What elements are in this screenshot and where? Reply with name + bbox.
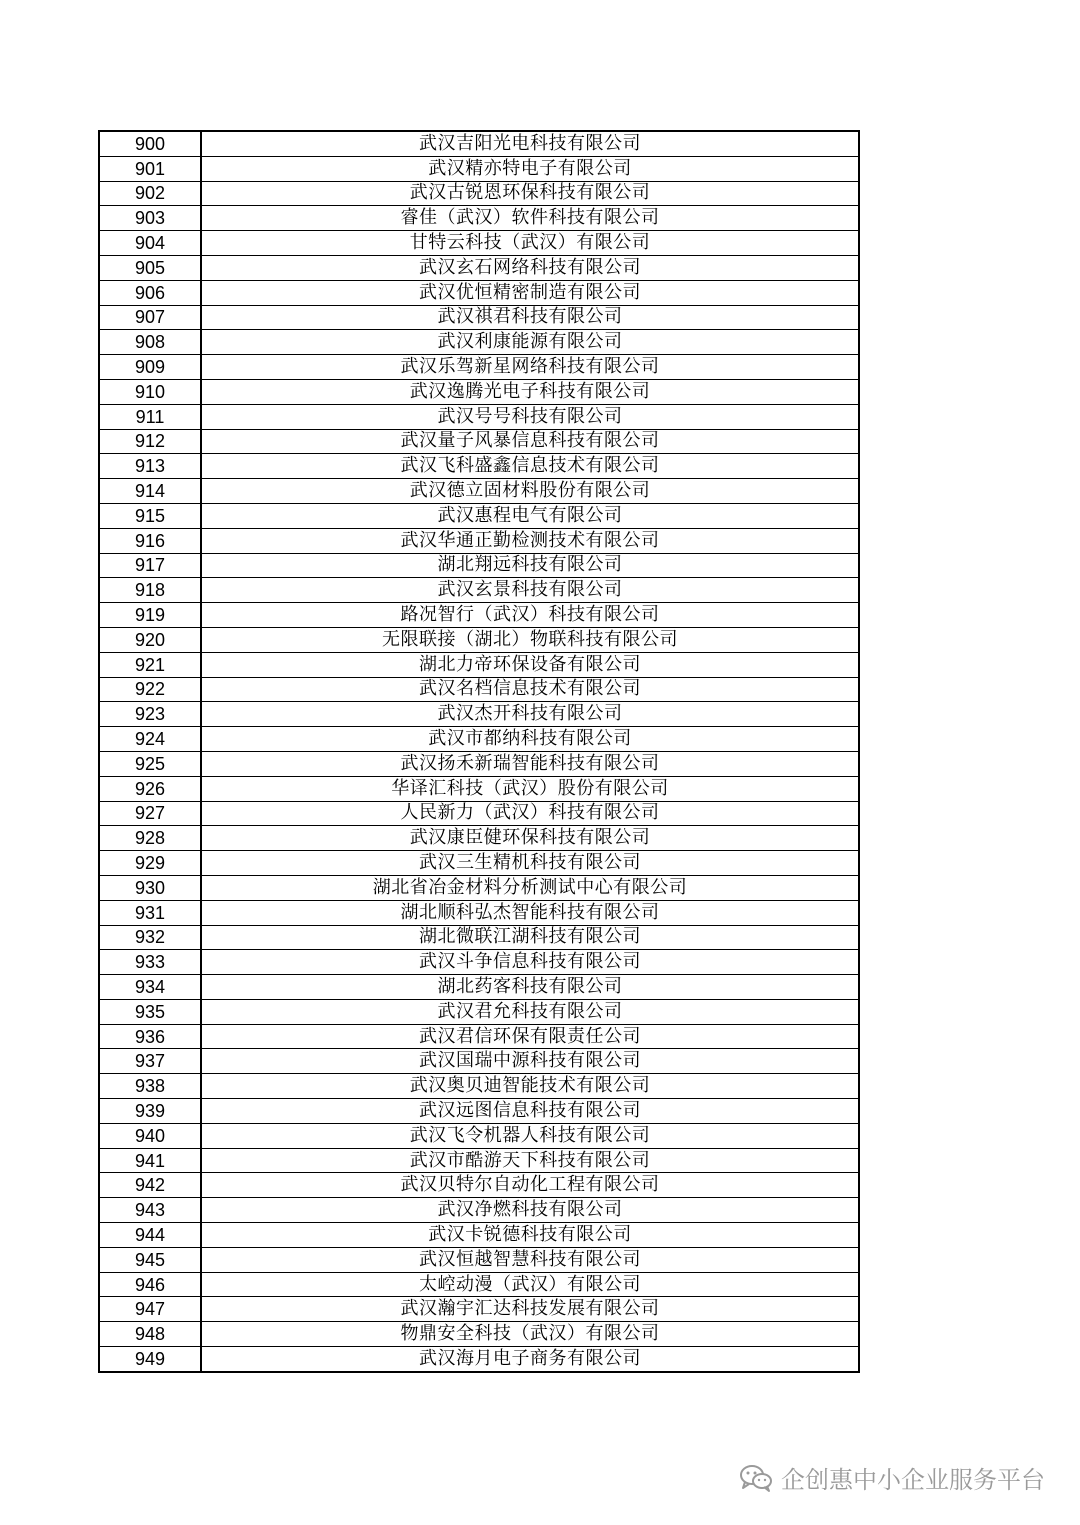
table-row <box>99 727 859 752</box>
company-name-cell: 武汉玄石网络科技有限公司 <box>201 255 859 280</box>
company-name-cell: 武汉扬禾新瑞智能科技有限公司 <box>201 751 859 776</box>
row-number-cell: 944 <box>99 1223 201 1248</box>
table-row <box>99 1247 859 1272</box>
watermark-text: 企创惠中小企业服务平台 <box>781 1466 1045 1494</box>
company-name-cell: 武汉海月电子商务有限公司 <box>201 1347 859 1372</box>
table-row <box>99 1272 859 1297</box>
company-name-cell: 湖北翔远科技有限公司 <box>201 553 859 578</box>
table-row <box>99 479 859 504</box>
row-number-cell: 905 <box>99 255 201 280</box>
company-name-cell: 太崆动漫（武汉）有限公司 <box>201 1272 859 1297</box>
company-name-cell: 武汉恒越智慧科技有限公司 <box>201 1247 859 1272</box>
row-number-cell: 922 <box>99 677 201 702</box>
company-name-cell: 武汉逸腾光电子科技有限公司 <box>201 379 859 404</box>
table-row <box>99 1049 859 1074</box>
company-name-cell: 武汉奥贝迪智能技术有限公司 <box>201 1074 859 1099</box>
table-row <box>99 181 859 206</box>
row-number-cell: 908 <box>99 330 201 355</box>
company-name-cell: 武汉精亦特电子有限公司 <box>201 156 859 181</box>
row-number-cell: 901 <box>99 156 201 181</box>
row-number-cell: 921 <box>99 652 201 677</box>
company-name-cell: 湖北微联江湖科技有限公司 <box>201 925 859 950</box>
table-row <box>99 528 859 553</box>
company-name-cell: 武汉飞令机器人科技有限公司 <box>201 1123 859 1148</box>
table-row <box>99 776 859 801</box>
company-name-cell: 人民新力（武汉）科技有限公司 <box>201 801 859 826</box>
table-row <box>99 1223 859 1248</box>
table-row <box>99 751 859 776</box>
wechat-icon <box>739 1463 773 1493</box>
row-number-cell: 942 <box>99 1173 201 1198</box>
row-number-cell: 900 <box>99 131 201 156</box>
row-number-cell: 930 <box>99 875 201 900</box>
row-number-cell: 936 <box>99 1024 201 1049</box>
company-name-cell: 湖北省冶金材料分析测试中心有限公司 <box>201 875 859 900</box>
table-row <box>99 454 859 479</box>
row-number-cell: 949 <box>99 1347 201 1372</box>
table-row <box>99 702 859 727</box>
table-row <box>99 1322 859 1347</box>
table-row <box>99 875 859 900</box>
company-name-cell: 武汉市都纳科技有限公司 <box>201 727 859 752</box>
table-row <box>99 1347 859 1372</box>
company-name-cell: 华译汇科技（武汉）股份有限公司 <box>201 776 859 801</box>
row-number-cell: 919 <box>99 603 201 628</box>
company-name-cell: 武汉净燃科技有限公司 <box>201 1198 859 1223</box>
row-number-cell: 917 <box>99 553 201 578</box>
company-name-cell: 物鼎安全科技（武汉）有限公司 <box>201 1322 859 1347</box>
table-row <box>99 553 859 578</box>
table-row <box>99 280 859 305</box>
row-number-cell: 940 <box>99 1123 201 1148</box>
table-body <box>99 131 859 1372</box>
company-name-cell: 武汉德立固材料股份有限公司 <box>201 479 859 504</box>
row-number-cell: 912 <box>99 429 201 454</box>
row-number-cell: 910 <box>99 379 201 404</box>
row-number-cell: 903 <box>99 206 201 231</box>
row-number-cell: 925 <box>99 751 201 776</box>
row-number-cell: 943 <box>99 1198 201 1223</box>
company-name-cell: 武汉三生精机科技有限公司 <box>201 851 859 876</box>
company-name-cell: 武汉贝特尔自动化工程有限公司 <box>201 1173 859 1198</box>
table-row <box>99 1297 859 1322</box>
table-row <box>99 677 859 702</box>
row-number-cell: 904 <box>99 231 201 256</box>
row-number-cell: 914 <box>99 479 201 504</box>
table-row <box>99 999 859 1024</box>
watermark <box>739 1460 1045 1495</box>
company-name-cell: 武汉市酷游天下科技有限公司 <box>201 1148 859 1173</box>
table-row <box>99 330 859 355</box>
company-name-cell: 武汉名档信息技术有限公司 <box>201 677 859 702</box>
row-number-cell: 939 <box>99 1099 201 1124</box>
company-name-cell: 武汉优恒精密制造有限公司 <box>201 280 859 305</box>
table-row <box>99 900 859 925</box>
row-number-cell: 945 <box>99 1247 201 1272</box>
row-number-cell: 929 <box>99 851 201 876</box>
company-name-cell: 睿佳（武汉）软件科技有限公司 <box>201 206 859 231</box>
company-name-cell: 武汉国瑞中源科技有限公司 <box>201 1049 859 1074</box>
table-row <box>99 131 859 156</box>
company-name-cell: 甘特云科技（武汉）有限公司 <box>201 231 859 256</box>
table-row <box>99 379 859 404</box>
table-row <box>99 1099 859 1124</box>
table-row <box>99 950 859 975</box>
company-name-cell: 湖北顺科弘杰智能科技有限公司 <box>201 900 859 925</box>
table-row <box>99 801 859 826</box>
row-number-cell: 932 <box>99 925 201 950</box>
row-number-cell: 902 <box>99 181 201 206</box>
row-number-cell: 927 <box>99 801 201 826</box>
row-number-cell: 924 <box>99 727 201 752</box>
table-row <box>99 231 859 256</box>
company-list-table <box>98 130 860 1373</box>
company-name-cell: 湖北力帝环保设备有限公司 <box>201 652 859 677</box>
table-row <box>99 404 859 429</box>
table-row <box>99 826 859 851</box>
company-name-cell: 武汉量子风暴信息科技有限公司 <box>201 429 859 454</box>
row-number-cell: 941 <box>99 1148 201 1173</box>
company-name-cell: 武汉杰开科技有限公司 <box>201 702 859 727</box>
row-number-cell: 920 <box>99 627 201 652</box>
company-name-cell: 武汉飞科盛鑫信息技术有限公司 <box>201 454 859 479</box>
table-row <box>99 851 859 876</box>
table-row <box>99 975 859 1000</box>
table-row <box>99 1198 859 1223</box>
company-name-cell: 武汉瀚宇汇达科技发展有限公司 <box>201 1297 859 1322</box>
company-name-cell: 武汉君允科技有限公司 <box>201 999 859 1024</box>
company-name-cell: 武汉华通正勤检测技术有限公司 <box>201 528 859 553</box>
row-number-cell: 906 <box>99 280 201 305</box>
company-name-cell: 武汉利康能源有限公司 <box>201 330 859 355</box>
row-number-cell: 948 <box>99 1322 201 1347</box>
table-row <box>99 1148 859 1173</box>
row-number-cell: 933 <box>99 950 201 975</box>
table-row <box>99 429 859 454</box>
row-number-cell: 915 <box>99 503 201 528</box>
row-number-cell: 937 <box>99 1049 201 1074</box>
table-row <box>99 255 859 280</box>
company-name-cell: 武汉玄景科技有限公司 <box>201 578 859 603</box>
row-number-cell: 934 <box>99 975 201 1000</box>
row-number-cell: 909 <box>99 355 201 380</box>
company-name-cell: 武汉康臣健环保科技有限公司 <box>201 826 859 851</box>
company-name-cell: 武汉号号科技有限公司 <box>201 404 859 429</box>
table-row <box>99 206 859 231</box>
table-row <box>99 1123 859 1148</box>
table-row <box>99 652 859 677</box>
company-name-cell: 武汉惠程电气有限公司 <box>201 503 859 528</box>
row-number-cell: 913 <box>99 454 201 479</box>
company-name-cell: 湖北药客科技有限公司 <box>201 975 859 1000</box>
company-name-cell: 路况智行（武汉）科技有限公司 <box>201 603 859 628</box>
row-number-cell: 935 <box>99 999 201 1024</box>
company-name-cell: 无限联接（湖北）物联科技有限公司 <box>201 627 859 652</box>
company-name-cell: 武汉远图信息科技有限公司 <box>201 1099 859 1124</box>
row-number-cell: 911 <box>99 404 201 429</box>
company-name-cell: 武汉祺君科技有限公司 <box>201 305 859 330</box>
company-name-cell: 武汉卡锐德科技有限公司 <box>201 1223 859 1248</box>
row-number-cell: 947 <box>99 1297 201 1322</box>
row-number-cell: 926 <box>99 776 201 801</box>
table-row <box>99 578 859 603</box>
company-name-cell: 武汉斗争信息科技有限公司 <box>201 950 859 975</box>
table-row <box>99 603 859 628</box>
row-number-cell: 916 <box>99 528 201 553</box>
table-row <box>99 627 859 652</box>
table-row <box>99 355 859 380</box>
company-name-cell: 武汉乐驾新星网络科技有限公司 <box>201 355 859 380</box>
company-name-cell: 武汉君信环保有限责任公司 <box>201 1024 859 1049</box>
company-name-cell: 武汉吉阳光电科技有限公司 <box>201 131 859 156</box>
row-number-cell: 918 <box>99 578 201 603</box>
table-row <box>99 1024 859 1049</box>
row-number-cell: 931 <box>99 900 201 925</box>
row-number-cell: 907 <box>99 305 201 330</box>
table-row <box>99 1074 859 1099</box>
table-row <box>99 503 859 528</box>
row-number-cell: 923 <box>99 702 201 727</box>
row-number-cell: 946 <box>99 1272 201 1297</box>
table-row <box>99 925 859 950</box>
table-row <box>99 1173 859 1198</box>
row-number-cell: 938 <box>99 1074 201 1099</box>
company-name-cell: 武汉古锐恩环保科技有限公司 <box>201 181 859 206</box>
row-number-cell: 928 <box>99 826 201 851</box>
table-row <box>99 156 859 181</box>
table-row <box>99 305 859 330</box>
